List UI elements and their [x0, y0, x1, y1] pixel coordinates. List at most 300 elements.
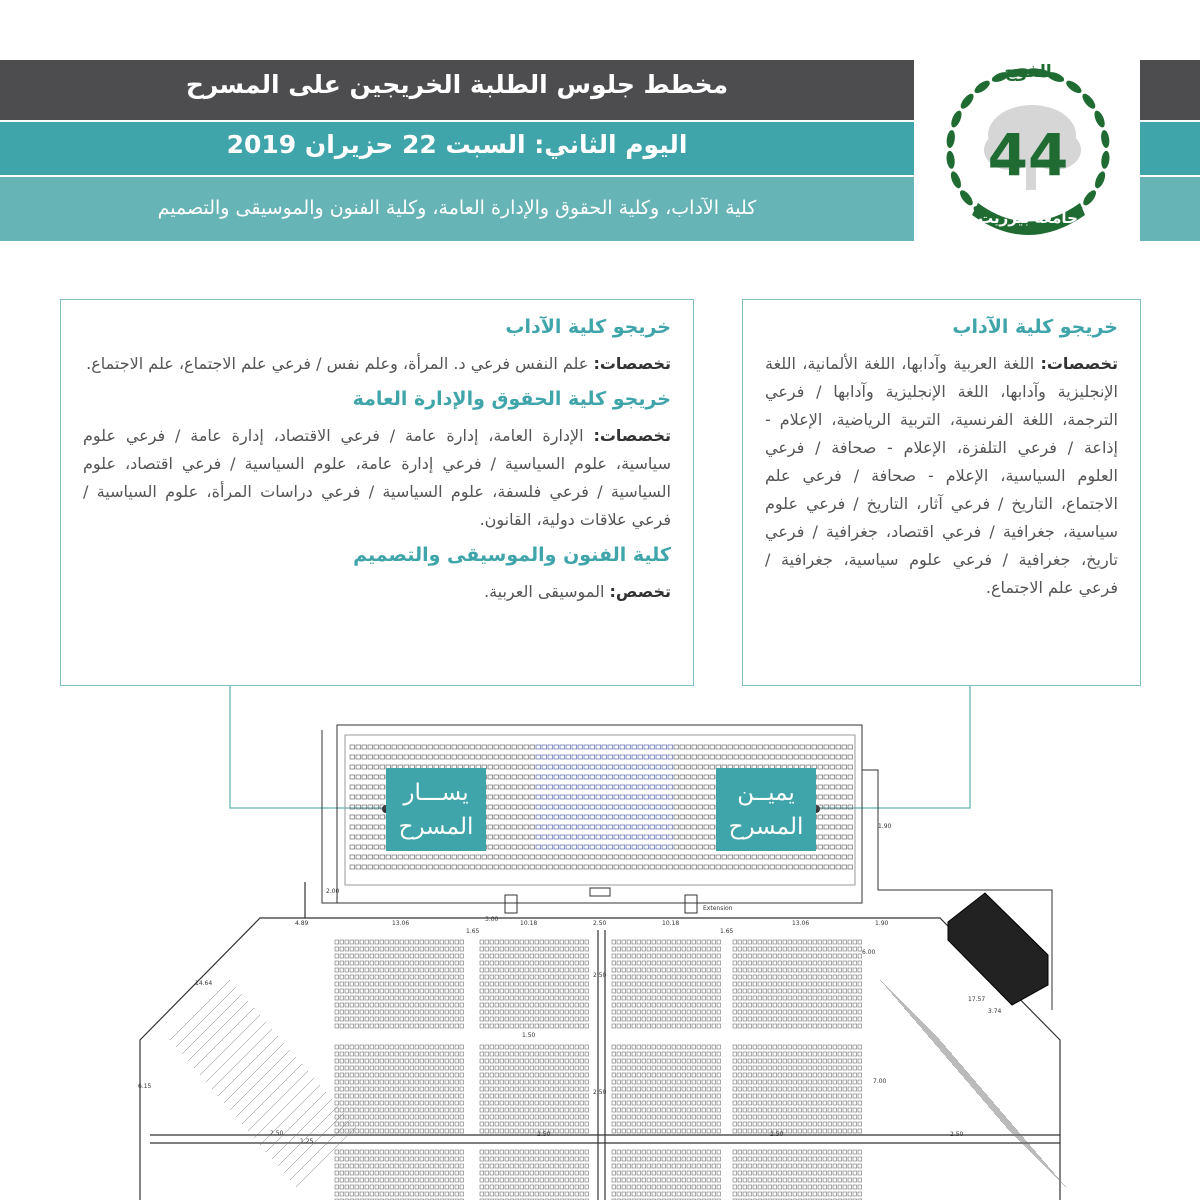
hall-seat: [662, 1115, 666, 1119]
hall-seat: [500, 1192, 504, 1196]
stage-seat: [584, 795, 589, 799]
hall-seat: [415, 975, 419, 979]
stage-seat: [620, 805, 625, 809]
stage-seat: [632, 845, 637, 849]
hall-seat: [793, 996, 797, 1000]
hall-seat: [555, 1052, 559, 1056]
hall-seat: [445, 1087, 449, 1091]
hall-seat: [702, 1164, 706, 1168]
hall-seat: [707, 961, 711, 965]
stage-right-line2: المسرح: [728, 814, 804, 840]
hall-seat: [370, 1066, 374, 1070]
hall-seat: [763, 1073, 767, 1077]
hall-seat: [415, 947, 419, 951]
hall-seat: [667, 1108, 671, 1112]
hall-seat: [540, 961, 544, 965]
hall-seat: [612, 996, 616, 1000]
hall-seat: [702, 996, 706, 1000]
hall-seat: [707, 996, 711, 1000]
hall-seat: [617, 1192, 621, 1196]
hall-seat: [788, 954, 792, 958]
hall-seat: [420, 989, 424, 993]
hall-seat: [773, 1178, 777, 1182]
hall-seat: [833, 989, 837, 993]
section-title-arts: خريجو كلية الآداب: [505, 316, 671, 338]
hall-seat: [672, 982, 676, 986]
hall-seat: [712, 1178, 716, 1182]
hall-seat: [555, 982, 559, 986]
hall-seat: [617, 1066, 621, 1070]
stage-seat: [848, 835, 853, 839]
stage-seat: [614, 835, 619, 839]
stage-seat: [350, 845, 355, 849]
hall-seat: [642, 947, 646, 951]
hall-seat: [515, 1087, 519, 1091]
hall-seat: [540, 1115, 544, 1119]
hall-seat: [778, 1059, 782, 1063]
stage-seat: [842, 745, 847, 749]
hall-seat: [733, 1052, 737, 1056]
hall-seat: [667, 996, 671, 1000]
hall-seat: [652, 1171, 656, 1175]
hall-seat: [697, 1164, 701, 1168]
hall-seat: [375, 968, 379, 972]
hall-seat: [510, 1010, 514, 1014]
hall-seat: [365, 1010, 369, 1014]
hall-seat: [405, 954, 409, 958]
stage-seat: [638, 865, 643, 869]
stage-seat: [470, 755, 475, 759]
stage-seat: [416, 855, 421, 859]
hall-seat: [748, 989, 752, 993]
stage-seat: [518, 825, 523, 829]
stage-seat: [650, 795, 655, 799]
hall-seat: [520, 1010, 524, 1014]
hall-seat: [415, 954, 419, 958]
stage-seat: [494, 785, 499, 789]
hall-seat: [818, 1129, 822, 1133]
hall-seat: [833, 1017, 837, 1021]
hall-seat: [515, 968, 519, 972]
hall-seat: [687, 1164, 691, 1168]
hall-seat: [535, 1164, 539, 1168]
hall-seat: [365, 1052, 369, 1056]
hall-seat: [813, 1017, 817, 1021]
hall-seat: [853, 975, 857, 979]
hall-seat: [355, 1003, 359, 1007]
hall-seat: [642, 968, 646, 972]
hall-seat: [430, 1094, 434, 1098]
stage-seat: [608, 785, 613, 789]
hall-seat: [355, 1122, 359, 1126]
hall-seat: [450, 996, 454, 1000]
hall-seat: [733, 1178, 737, 1182]
hall-seat: [375, 1094, 379, 1098]
hall-seat: [490, 1010, 494, 1014]
hall-seat: [823, 982, 827, 986]
hall-seat: [385, 1115, 389, 1119]
hall-seat: [375, 975, 379, 979]
stage-seat: [506, 785, 511, 789]
hall-seat: [535, 1150, 539, 1154]
stage-seat: [848, 825, 853, 829]
hall-seat: [430, 1066, 434, 1070]
hall-seat: [435, 1101, 439, 1105]
hall-seat: [455, 947, 459, 951]
hall-seat: [753, 1164, 757, 1168]
hall-seat: [828, 1080, 832, 1084]
hall-seat: [662, 975, 666, 979]
hall-seat: [692, 1080, 696, 1084]
stage-seat: [734, 745, 739, 749]
hall-seat: [622, 1080, 626, 1084]
hall-seat: [410, 1024, 414, 1028]
hall-seat: [485, 1157, 489, 1161]
hall-seat: [838, 1129, 842, 1133]
hall-seat: [818, 1045, 822, 1049]
stage-seat: [530, 815, 535, 819]
hall-seat: [380, 1171, 384, 1175]
hall-seat: [753, 1003, 757, 1007]
stage-seat: [842, 765, 847, 769]
hall-seat: [758, 968, 762, 972]
hall-seat: [480, 968, 484, 972]
hall-seat: [738, 954, 742, 958]
hall-seat: [565, 1157, 569, 1161]
hall-seat: [585, 1087, 589, 1091]
hall-seat: [415, 1122, 419, 1126]
hall-seat: [848, 1157, 852, 1161]
hall-seat: [823, 954, 827, 958]
stage-seat: [776, 865, 781, 869]
hall-seat: [550, 1115, 554, 1119]
hall-seat: [853, 968, 857, 972]
hall-seat: [435, 1171, 439, 1175]
hall-seat: [375, 961, 379, 965]
hall-seat: [672, 1045, 676, 1049]
stage-seat: [374, 775, 379, 779]
hall-seat: [828, 996, 832, 1000]
hall-seat: [565, 954, 569, 958]
hall-seat: [565, 1122, 569, 1126]
hall-seat: [400, 1066, 404, 1070]
hall-seat: [340, 1052, 344, 1056]
hall-seat: [808, 1122, 812, 1126]
hall-seat: [763, 1150, 767, 1154]
hall-seat: [773, 1150, 777, 1154]
hall-seat: [712, 1185, 716, 1189]
hall-seat: [763, 940, 767, 944]
hall-seat: [687, 961, 691, 965]
hall-seat: [843, 975, 847, 979]
hall-seat: [843, 961, 847, 965]
hall-seat: [652, 961, 656, 965]
hall-seat: [763, 961, 767, 965]
hall-seat: [687, 1157, 691, 1161]
stage-seat: [530, 865, 535, 869]
hall-seat: [540, 940, 544, 944]
hall-seat: [712, 1192, 716, 1196]
stage-seat: [548, 845, 553, 849]
hall-seat: [657, 954, 661, 958]
hall-seat: [450, 1045, 454, 1049]
hall-seat: [697, 1101, 701, 1105]
hall-seat: [550, 1150, 554, 1154]
hall-seat: [657, 989, 661, 993]
hall-seat: [360, 1087, 364, 1091]
hall-seat: [375, 1066, 379, 1070]
hall-seat: [733, 1073, 737, 1077]
hall-seat: [550, 1052, 554, 1056]
stage-seat: [494, 835, 499, 839]
hall-seat: [500, 1094, 504, 1098]
hall-seat: [743, 961, 747, 965]
hall-seat: [555, 1115, 559, 1119]
hall-seat: [490, 961, 494, 965]
stage-seat: [836, 865, 841, 869]
stage-seat: [512, 785, 517, 789]
hall-seat: [677, 1010, 681, 1014]
hall-seat: [370, 1087, 374, 1091]
stage-seat: [770, 865, 775, 869]
hall-seat: [788, 947, 792, 951]
hall-seat: [420, 1178, 424, 1182]
hall-seat: [560, 1171, 564, 1175]
hall-seat: [430, 982, 434, 986]
hall-seat: [838, 1150, 842, 1154]
hall-seat: [500, 968, 504, 972]
hall-seat: [788, 961, 792, 965]
hall-seat: [647, 1024, 651, 1028]
hall-seat: [733, 1010, 737, 1014]
hall-seat: [717, 996, 721, 1000]
stage-seat: [560, 805, 565, 809]
hall-seat: [788, 1059, 792, 1063]
hall-seat: [355, 1164, 359, 1168]
hall-seat: [380, 1010, 384, 1014]
hall-seat: [712, 1157, 716, 1161]
hall-seat: [350, 1192, 354, 1196]
stage-seat: [542, 815, 547, 819]
hall-seat: [535, 1073, 539, 1077]
hall-seat: [853, 1059, 857, 1063]
stage-seat: [416, 745, 421, 749]
hall-seat: [445, 1045, 449, 1049]
hall-seat: [687, 1003, 691, 1007]
hall-seat: [768, 1087, 772, 1091]
stage-seat: [794, 755, 799, 759]
connector-line-right: [816, 686, 970, 808]
stage-seat: [794, 745, 799, 749]
hall-seat: [345, 1115, 349, 1119]
hall-seat: [612, 1087, 616, 1091]
stage-seat: [704, 775, 709, 779]
hall-seat: [773, 1164, 777, 1168]
stage-seat: [794, 855, 799, 859]
stage-seat: [650, 785, 655, 789]
hall-seat: [345, 982, 349, 986]
stage-seat: [692, 765, 697, 769]
hall-seat: [697, 1066, 701, 1070]
hall-seat: [692, 1150, 696, 1154]
leaf-icon: [1081, 188, 1098, 207]
hall-seat: [717, 1003, 721, 1007]
hall-seat: [622, 1066, 626, 1070]
hall-seat: [400, 1024, 404, 1028]
hall-seat: [738, 1094, 742, 1098]
hall-seat: [520, 947, 524, 951]
hall-seat: [405, 1157, 409, 1161]
stage-seat: [572, 855, 577, 859]
stage-seat: [692, 745, 697, 749]
stage-seat: [632, 785, 637, 789]
hall-seat: [848, 1150, 852, 1154]
stage-seat: [764, 755, 769, 759]
hall-seat: [450, 961, 454, 965]
hall-seat: [647, 1157, 651, 1161]
hall-seat: [622, 1073, 626, 1077]
hall-seat: [550, 1178, 554, 1182]
stage-seat: [554, 855, 559, 859]
hall-seat: [632, 975, 636, 979]
hall-seat: [647, 1192, 651, 1196]
stage-seat: [566, 755, 571, 759]
hall-seat: [410, 1003, 414, 1007]
hall-seat: [575, 1108, 579, 1112]
hall-seat: [500, 1087, 504, 1091]
stage-seat: [812, 855, 817, 859]
hall-seat: [380, 1024, 384, 1028]
hall-seat: [632, 996, 636, 1000]
hall-seat: [667, 1157, 671, 1161]
hall-seat: [480, 1171, 484, 1175]
hall-seat: [490, 954, 494, 958]
hall-seat: [773, 954, 777, 958]
hall-seat: [410, 1052, 414, 1056]
stage-seat: [584, 755, 589, 759]
stage-seat: [602, 745, 607, 749]
stage-seat: [728, 865, 733, 869]
hall-seat: [858, 982, 862, 986]
hall-seat: [550, 1045, 554, 1049]
hall-seat: [697, 947, 701, 951]
hall-seat: [672, 1171, 676, 1175]
stage-seat: [356, 785, 361, 789]
hall-seat: [425, 940, 429, 944]
hall-seat: [637, 1192, 641, 1196]
hall-seat: [632, 954, 636, 958]
hall-seat: [340, 947, 344, 951]
hall-seat: [435, 947, 439, 951]
hall-seat: [687, 1150, 691, 1154]
hall-seat: [667, 982, 671, 986]
hall-seat: [657, 1164, 661, 1168]
hall-seat: [818, 1024, 822, 1028]
hall-seat: [375, 1192, 379, 1196]
hall-seat: [617, 975, 621, 979]
hall-seat: [525, 968, 529, 972]
hall-seat: [748, 1073, 752, 1077]
hall-seat: [435, 1192, 439, 1196]
hall-seat: [818, 1087, 822, 1091]
hall-seat: [480, 1010, 484, 1014]
hall-seat: [833, 1108, 837, 1112]
hall-seat: [450, 1059, 454, 1063]
hall-seat: [702, 961, 706, 965]
hall-seat: [455, 1066, 459, 1070]
hall-seat: [763, 1045, 767, 1049]
hall-seat: [697, 1115, 701, 1119]
stage-seat: [746, 855, 751, 859]
hall-seat: [360, 940, 364, 944]
hall-seat: [682, 961, 686, 965]
hall-seat: [682, 1010, 686, 1014]
stage-seat: [542, 765, 547, 769]
hall-seat: [758, 1185, 762, 1189]
hall-seat: [585, 1108, 589, 1112]
hall-seat: [385, 1122, 389, 1126]
hall-seat: [530, 1178, 534, 1182]
hall-seat: [768, 975, 772, 979]
hall-seat: [763, 1003, 767, 1007]
hall-seat: [637, 1108, 641, 1112]
hall-seat: [480, 1003, 484, 1007]
hall-seat: [345, 1080, 349, 1084]
hall-seat: [405, 1017, 409, 1021]
hall-seat: [833, 1129, 837, 1133]
hall-seat: [440, 1122, 444, 1126]
hall-seat: [380, 1185, 384, 1189]
hall-seat: [505, 1003, 509, 1007]
hall-seat: [697, 996, 701, 1000]
hall-seat: [520, 1080, 524, 1084]
dimension-label: 6.15: [138, 1083, 152, 1090]
stage-seat: [644, 845, 649, 849]
hall-seat: [642, 1073, 646, 1077]
hall-seat: [818, 1010, 822, 1014]
hall-seat: [813, 982, 817, 986]
hall-seat: [395, 1059, 399, 1063]
stage-seat: [650, 855, 655, 859]
hall-seat: [345, 1192, 349, 1196]
majors-label: تخصصات:: [1040, 354, 1118, 373]
hall-seat: [808, 1010, 812, 1014]
hall-seat: [385, 1017, 389, 1021]
hall-seat: [702, 1024, 706, 1028]
hall-seat: [530, 1171, 534, 1175]
stage-seat: [530, 825, 535, 829]
hall-seat: [813, 1101, 817, 1105]
hall-seat: [783, 1157, 787, 1161]
hall-seat: [380, 961, 384, 965]
hall-seat: [697, 975, 701, 979]
hall-seat: [565, 1059, 569, 1063]
stage-seat: [590, 805, 595, 809]
stage-seat: [836, 765, 841, 769]
hall-seat: [612, 975, 616, 979]
dimension-label: 2.50: [770, 1131, 784, 1138]
hall-seat: [617, 947, 621, 951]
hall-seat: [380, 1108, 384, 1112]
stage-seat: [662, 835, 667, 839]
stage-seat: [500, 865, 505, 869]
hall-seat: [662, 1024, 666, 1028]
hall-seat: [627, 1045, 631, 1049]
hall-seat: [390, 1178, 394, 1182]
hall-seat: [763, 1115, 767, 1119]
stage-seat: [644, 765, 649, 769]
hall-seat: [748, 1066, 752, 1070]
